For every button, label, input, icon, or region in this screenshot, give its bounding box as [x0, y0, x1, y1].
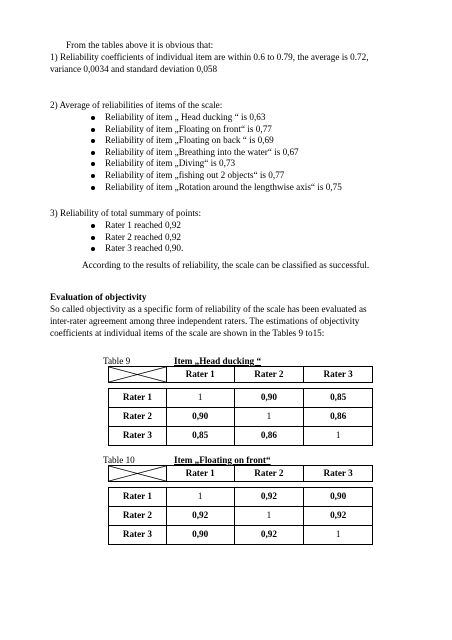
bullet-icon — [91, 224, 95, 228]
point-1-line-2: variance 0,0034 and standard deviation 0,058 — [50, 64, 218, 74]
conclusion-text: According to the results of reliability, the scale can be classified as successful. — [82, 260, 370, 270]
bullet-icon — [91, 139, 95, 143]
table-9-title: Item „Head ducking “ — [174, 356, 262, 366]
bullet-icon — [91, 186, 95, 190]
table-row — [109, 526, 373, 545]
bullet-icon — [91, 128, 95, 132]
corner-cell — [109, 367, 167, 383]
point-2-heading: 2) Average of reliabilities of items of the scale: — [50, 100, 223, 110]
point-3-heading: 3) Reliability of total summary of points: — [50, 208, 202, 218]
table-10-title: Item „Floating on front“ — [174, 455, 271, 465]
row-header: Rater 2 — [109, 408, 167, 427]
table-row — [109, 427, 373, 446]
table-cell: 0,92 — [234, 526, 304, 545]
table-cell: 0,90 — [304, 488, 373, 507]
corner-cell — [109, 466, 167, 482]
column-header: Rater 2 — [234, 466, 304, 482]
list-item: Reliability of item „Rotation around the lengthwise axis“ is 0,75 — [91, 182, 342, 194]
list-item: Reliability of item „ Head ducking “ is 0,63 — [91, 112, 342, 124]
table-cell: 0,86 — [304, 408, 373, 427]
section-paragraph-line-1: So called objectivity as a specific form of reliability of the scale has been evaluated as — [50, 304, 367, 314]
diagonal-cross-icon — [109, 466, 166, 481]
row-header: Rater 1 — [109, 488, 167, 507]
list-item: Rater 3 reached 0,90. — [91, 243, 183, 255]
section-paragraph-line-2: inter-rater agreement among three independent raters. The estimations of objectivity — [50, 316, 360, 326]
bullet-icon — [91, 174, 95, 178]
column-header: Rater 2 — [234, 367, 304, 383]
table-row — [109, 389, 373, 408]
column-header: Rater 1 — [166, 466, 234, 482]
list-item: Rater 1 reached 0,92 — [91, 220, 183, 232]
table-cell: 1 — [166, 389, 234, 408]
bullet-icon — [91, 236, 95, 240]
point-2-list — [91, 112, 342, 193]
table-row — [109, 488, 373, 507]
table-cell: 1 — [304, 427, 373, 446]
table-cell: 0,90 — [234, 389, 304, 408]
list-item: Rater 2 reached 0,92 — [91, 232, 183, 244]
column-header: Rater 3 — [304, 466, 373, 482]
table-cell: 0,92 — [234, 488, 304, 507]
bullet-icon — [91, 247, 95, 251]
list-item: Reliability of item „Breathing into the water“ is 0,67 — [91, 147, 342, 159]
row-header: Rater 3 — [109, 526, 167, 545]
table-row — [109, 507, 373, 526]
table-cell: 0,90 — [166, 408, 234, 427]
section-heading: Evaluation of objectivity — [50, 292, 147, 302]
table-10-label: Table 10 — [103, 455, 135, 465]
row-header: Rater 2 — [109, 507, 167, 526]
table-cell: 0,92 — [304, 507, 373, 526]
list-item: Reliability of item „Floating on front“ is 0,77 — [91, 124, 342, 136]
column-header: Rater 3 — [304, 367, 373, 383]
table-9 — [108, 366, 373, 446]
row-header: Rater 3 — [109, 427, 167, 446]
table-cell: 1 — [166, 488, 234, 507]
point-1-line-1: 1) Reliability coefficients of individual item are within 0.6 to 0.79, the average is 0.72, — [50, 52, 369, 62]
table-cell: 1 — [234, 408, 304, 427]
table-cell: 1 — [234, 507, 304, 526]
bullet-icon — [91, 162, 95, 166]
table-cell: 0,85 — [304, 389, 373, 408]
intro-text: From the tables above it is obvious that: — [66, 40, 214, 50]
table-cell: 0,92 — [166, 507, 234, 526]
table-cell: 0,85 — [166, 427, 234, 446]
row-header: Rater 1 — [109, 389, 167, 408]
column-header: Rater 1 — [166, 367, 234, 383]
table-9-label: Table 9 — [103, 356, 131, 366]
diagonal-cross-icon — [109, 367, 166, 382]
list-item: Reliability of item „fishing out 2 objects“ is 0,77 — [91, 170, 342, 182]
bullet-icon — [91, 116, 95, 120]
table-cell: 0,90 — [166, 526, 234, 545]
table-row — [109, 408, 373, 427]
table-cell: 0,86 — [234, 427, 304, 446]
bullet-icon — [91, 151, 95, 155]
list-item: Reliability of item „Floating on back “ is 0,69 — [91, 135, 342, 147]
point-3-list — [91, 220, 183, 255]
table-cell: 1 — [304, 526, 373, 545]
table-10 — [108, 465, 373, 545]
list-item: Reliability of item „Diving“ is 0,73 — [91, 158, 342, 170]
section-paragraph-line-3: coefficients at individual items of the scale are shown in the Tables 9 to15: — [50, 328, 325, 338]
